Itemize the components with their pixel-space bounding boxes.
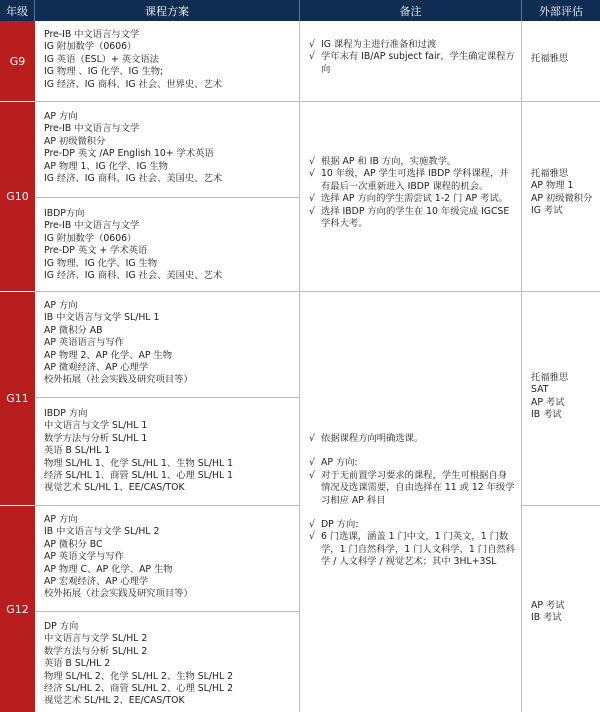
g10-notes — [300, 102, 522, 292]
check-icon: √ — [309, 193, 315, 205]
g12-ap-line: AP 方向 — [44, 514, 78, 525]
g11-ib-line: 数学方法与分析 SL/HL 1 — [44, 432, 148, 444]
check-icon: √ — [309, 51, 315, 63]
g10-ib-line: Pre-DP 英文 + 学术英语 — [44, 245, 148, 257]
g9-course-line: IG 物理 、IG 化学、IG 生物; — [44, 66, 164, 78]
check-icon: √ — [309, 39, 315, 50]
g9-course-line: IG 附加数学（0606） — [44, 41, 137, 53]
g10-ib-line: IBDP方向 — [44, 208, 85, 219]
check-icon: √ — [309, 168, 315, 180]
g11-curriculum-ib — [35, 398, 300, 506]
header-notes: 备注 — [300, 0, 522, 21]
g10-exam — [522, 102, 600, 292]
g11-ib-line: 视觉艺术 SL/HL 1、EE/CAS/TOK — [44, 482, 185, 494]
g11-curriculum-ap — [35, 292, 300, 398]
check-icon: √ — [309, 457, 315, 469]
g9-course-line: IG 英语（ESL）+ 英文语法 — [44, 53, 159, 65]
g12-curriculum-ap — [35, 506, 300, 612]
g10-note-item: √ 根据 AP 和 IB 方向，实施教学。 — [309, 156, 457, 167]
g11-ap-line: AP 微积分 AB — [44, 324, 103, 336]
g11-exam — [522, 292, 600, 506]
notes-ap-title: √ AP 方向: — [309, 457, 358, 469]
g11-ap-line: AP 物理 2、AP 化学、AP 生物 — [44, 349, 173, 361]
g10-exam-line: AP 物理 1 — [531, 180, 574, 192]
g12-ib-line: 物理 SL/HL 2、化学 SL/HL 2、生物 SL/HL 2 — [44, 670, 234, 682]
g10-ib-line: Pre-IB 中文语言与文学 — [44, 220, 140, 232]
g10-curriculum-ib — [35, 198, 300, 292]
grade-g10: G10 — [0, 102, 35, 292]
g11-ap-line: 校外拓展（社会实践及研究项目等） — [44, 374, 193, 386]
g12-ib-line: 中文语言与文学 SL/HL 2 — [44, 633, 148, 645]
check-icon: √ — [309, 433, 315, 444]
g9-course-line: IG 经济、IG 商科、IG 社会、世界史、艺术 — [44, 78, 223, 90]
g10-ap-line: AP 物理 1、IG 化学、IG 生物 — [44, 160, 168, 172]
g9-exam-line: 托福雅思 — [531, 53, 569, 64]
g12-ib-line: 英语 B SL/HL 2 — [44, 658, 111, 670]
g11-ib-line: 英语 B SL/HL 1 — [44, 445, 111, 457]
g11-exam-line: SAT — [531, 384, 549, 396]
g9-note-item: √ 学年末有 IB/AP subject fair，学生确定课程方向 — [309, 51, 515, 75]
g12-curriculum-ib — [35, 612, 300, 712]
g10-ap-line: IG 经济、IG 商科、IG 社会、美国史、艺术 — [44, 173, 223, 185]
grade-g9: G9 — [0, 21, 35, 102]
g9-curriculum — [35, 21, 300, 102]
notes-intro: √ 依据课程方向明确选课。 — [309, 433, 424, 444]
check-icon: √ — [309, 519, 315, 531]
g11-ib-line: 物理 SL/HL 1、化学 SL/HL 1、生物 SL/HL 1 — [44, 457, 234, 469]
g12-ap-line: AP 英语文学与写作 — [44, 551, 124, 563]
g10-ap-line: AP 方向 — [44, 111, 78, 122]
g10-ap-line: Pre-IB 中文语言与文学 — [44, 123, 140, 135]
g10-ap-line: Pre-DP 英文 /AP English 10+ 学术英语 — [44, 148, 214, 160]
g11-ap-line: AP 微观经济、AP 心理学 — [44, 362, 149, 374]
g9-note-item: √ IG 课程为主进行准备和过渡 — [309, 39, 437, 50]
g11-ap-line: AP 方向 — [44, 300, 78, 311]
g10-ib-line: IG 物理、IG 化学、IG 生物 — [44, 257, 158, 269]
g11-exam-line: 托福雅思 — [531, 372, 569, 383]
g10-note-item: √ 选择 AP 方向的学生需尝试 1-2 门 AP 考试。 — [309, 193, 509, 205]
g12-ib-line: DP 方向 — [44, 621, 79, 632]
g10-ib-line: IG 附加数学（0606） — [44, 232, 137, 244]
grade-g11: G11 — [0, 292, 35, 506]
g11-ap-line: AP 英语语言与写作 — [44, 337, 124, 349]
g10-ib-line: IG 经济、IG 商科、IG 社会、美国史、艺术 — [44, 270, 223, 282]
notes-ap-text: √ 对于无前置学习要求的课程，学生可根据自身情况及选课需要，自由选择在 11 或 12 年级学习相应 AP 科目 — [309, 469, 515, 506]
g12-ib-line: 数学方法与分析 SL/HL 2 — [44, 645, 148, 657]
g12-ap-line: 校外拓展（社会实践及研究项目等） — [44, 588, 193, 600]
g10-ap-line: AP 初级微积分 — [44, 135, 106, 147]
g12-exam-line: IB 考试 — [531, 612, 562, 624]
check-icon: √ — [309, 156, 315, 167]
g12-exam-line: AP 考试 — [531, 600, 565, 611]
g12-exam — [522, 506, 600, 712]
g11-ib-line: IBDP 方向 — [44, 408, 88, 419]
g12-ap-line: AP 宏观经济、AP 心理学 — [44, 576, 149, 588]
header-curriculum: 课程方案 — [35, 0, 300, 21]
g11-ib-line: 中文语言与文学 SL/HL 1 — [44, 420, 148, 432]
g10-note-item: √ 10 年级，AP 学生可选择 IBDP 学科课程，并有最后一次重新进入 IBDP 课程的机会。 — [309, 168, 509, 192]
check-icon: √ — [309, 531, 315, 543]
g10-curriculum-ap — [35, 102, 300, 198]
header-grade: 年级 — [0, 0, 35, 21]
check-icon: √ — [309, 469, 315, 481]
g11-ap-line: IB 中文语言与文学 SL/HL 1 — [44, 312, 160, 324]
check-icon: √ — [309, 205, 315, 217]
g10-note-item: √ 选择 IBDP 方向的学生在 10 年级完成 IGCSE 学科大考。 — [309, 205, 510, 230]
g12-ib-line: 经济 SL/HL 2、商管 SL/HL 2、心理 SL/HL 2 — [44, 683, 234, 695]
g11-g12-notes — [300, 292, 522, 712]
g12-ap-line: AP 微积分 BC — [44, 538, 103, 550]
notes-dp-title: √ DP 方向: — [309, 519, 359, 531]
g11-ib-line: 经济 SL/HL 1、商管 SL/HL 1、心理 SL/HL 1 — [44, 470, 234, 482]
g11-exam-line: AP 考试 — [531, 396, 565, 408]
g10-exam-line: IG 考试 — [531, 205, 563, 217]
g12-ib-line: 视觉艺术 SL/HL 2、EE/CAS/TOK — [44, 695, 185, 707]
g10-exam-line: AP 初级微积分 — [531, 192, 593, 204]
header-exam: 外部评估 — [522, 0, 600, 21]
g12-ap-line: AP 物理 C、AP 化学、AP 生物 — [44, 563, 173, 575]
g9-notes — [300, 21, 522, 102]
g9-exam — [522, 21, 600, 102]
grade-g12: G12 — [0, 506, 35, 712]
g12-ap-line: IB 中文语言与文学 SL/HL 2 — [44, 526, 160, 538]
g9-course-line: Pre-IB 中文语言与文学 — [44, 29, 140, 40]
notes-dp-text: √ 6 门选课，涵盖 1 门中文，1 门英文，1 门数学，1 门自然科学，1 门人文科学，1 门自然科学 / 人文科学 / 视觉艺术；其中 3HL+3SL — [309, 531, 515, 568]
g11-exam-line: IB 考试 — [531, 409, 562, 421]
g10-exam-line: 托福雅思 — [531, 168, 569, 179]
